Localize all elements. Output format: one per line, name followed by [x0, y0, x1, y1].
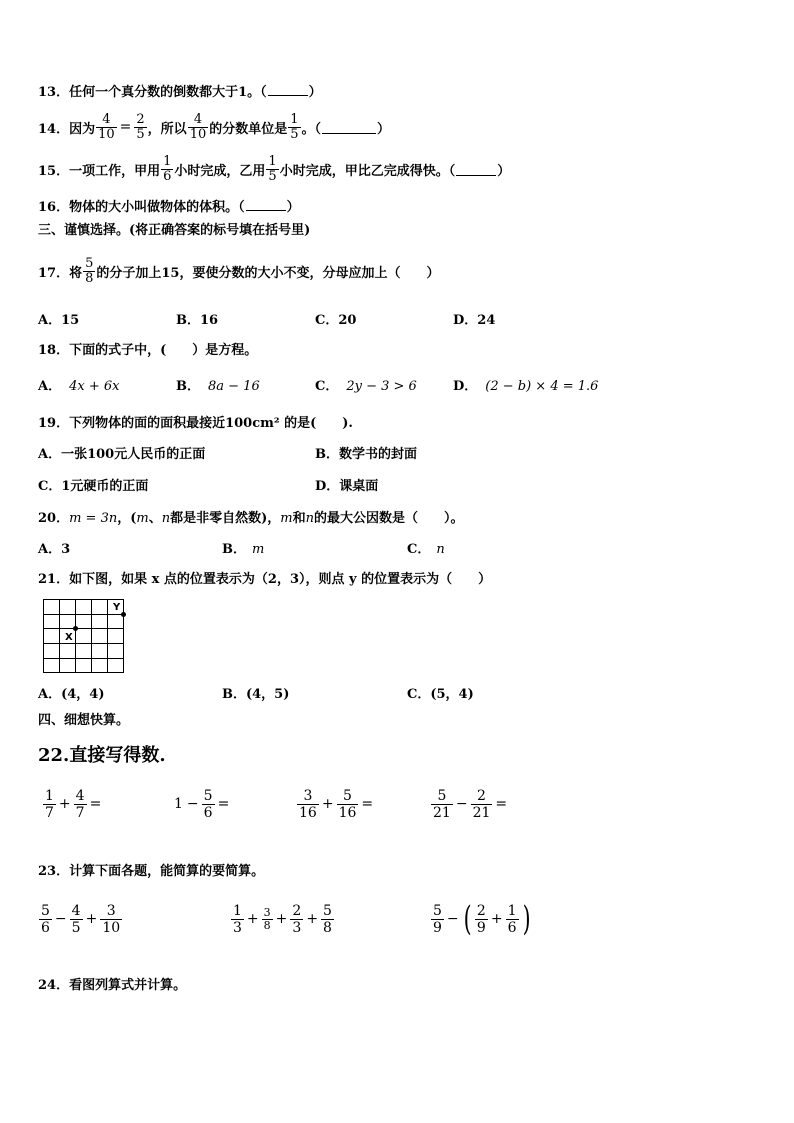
- variable: m: [136, 511, 149, 526]
- denominator: 3: [292, 919, 302, 936]
- plus-sign: +: [490, 911, 503, 927]
- variable: n: [161, 511, 171, 526]
- question-text: 任何一个真分数的倒数都大于1。（: [69, 85, 267, 100]
- numerator: 5: [437, 787, 447, 804]
- fraction: [431, 788, 453, 821]
- question-20: [38, 511, 464, 527]
- fraction: [74, 788, 87, 821]
- numerator: 1: [290, 111, 299, 127]
- expression-23-1: [38, 899, 123, 939]
- denominator: 5: [136, 126, 145, 142]
- fraction: [506, 903, 519, 936]
- question-text: 都是非零自然数)，: [170, 511, 281, 526]
- question-text: 因为: [69, 121, 96, 137]
- numerator: 2: [136, 111, 145, 127]
- denominator: 21: [433, 804, 451, 821]
- option-c[interactable]: C．20: [315, 313, 357, 328]
- denominator: 9: [433, 919, 442, 936]
- minus-sign: −: [446, 911, 459, 927]
- question-number: 21．: [38, 572, 70, 587]
- question-text: 一项工作，甲用: [69, 163, 161, 179]
- numerator: 4: [71, 902, 81, 919]
- minus-sign: −: [186, 796, 199, 812]
- numerator: 1: [163, 153, 172, 169]
- question-text: 的分子加上15，要使分数的大小不变，分母应加上（ ）: [96, 265, 440, 281]
- minus-sign: −: [54, 911, 67, 927]
- question-text: 的最大公因数是（ ）。: [313, 511, 464, 526]
- question-text: 看图列算式并计算。: [69, 978, 187, 993]
- question-text: ，所以: [147, 121, 187, 137]
- fraction: [96, 113, 117, 142]
- denominator: 5: [290, 126, 299, 142]
- denominator: 6: [41, 919, 50, 936]
- question-text: 小时完成，甲比乙完成得快。（: [279, 163, 456, 179]
- point-y: [121, 612, 126, 617]
- numerator: 1: [45, 787, 54, 804]
- fraction: [288, 113, 300, 142]
- numerator: 4: [75, 787, 85, 804]
- close-paren: ）: [497, 163, 511, 179]
- plus-sign: +: [275, 911, 288, 927]
- option-b[interactable]: B．数学书的封面: [315, 447, 417, 462]
- question-text: 的分数单位是: [209, 121, 288, 137]
- option-variable: m: [252, 542, 265, 557]
- question-number: 17．: [38, 265, 70, 281]
- numerator: 4: [193, 111, 203, 127]
- question-number: 19．: [38, 416, 70, 431]
- question-number: 13．: [38, 85, 70, 100]
- variable: m: [280, 511, 293, 526]
- option-label: C．: [407, 542, 431, 557]
- option-a[interactable]: A．3: [38, 542, 71, 557]
- expression-22-3: [296, 786, 375, 822]
- fraction: [297, 788, 319, 821]
- option-d[interactable]: D．课桌面: [315, 479, 379, 494]
- fraction: [262, 907, 273, 932]
- option-c[interactable]: C．(5，4): [407, 687, 474, 702]
- point-x: [73, 626, 78, 631]
- numerator: 5: [343, 787, 352, 804]
- numerator: 3: [303, 787, 313, 804]
- option-b[interactable]: [222, 542, 264, 558]
- option-a[interactable]: A．(4，4): [38, 687, 105, 702]
- option-label: A．: [38, 379, 62, 394]
- option-c[interactable]: [315, 379, 417, 395]
- plus-sign: +: [85, 911, 98, 927]
- denominator: 6: [507, 919, 517, 936]
- expression-22-4: [430, 786, 509, 822]
- denominator: 8: [85, 270, 94, 286]
- fraction: [231, 903, 244, 936]
- question-text: 物体的大小叫做物体的体积。（: [69, 200, 245, 215]
- denominator: 16: [338, 804, 357, 821]
- point-x-label: X: [65, 632, 73, 643]
- denominator: 6: [203, 804, 213, 821]
- denominator: 7: [75, 804, 85, 821]
- option-c[interactable]: [407, 542, 445, 558]
- answer-blank[interactable]: [246, 198, 286, 211]
- option-d[interactable]: [453, 379, 598, 395]
- question-23: [38, 864, 264, 880]
- question-21: [38, 572, 491, 588]
- question-14: [38, 110, 390, 144]
- option-variable: n: [436, 542, 445, 557]
- fraction: [471, 788, 493, 821]
- section-heading-3: 三、谨慎选择。(将正确答案的标号填在括号里): [38, 223, 311, 238]
- question-13: [38, 83, 322, 101]
- fraction: [321, 903, 334, 936]
- equals-sign: =: [217, 796, 230, 812]
- numerator: 5: [85, 255, 94, 271]
- question-text: 计算下面各题，能简算的要简算。: [69, 864, 265, 879]
- fraction: [337, 788, 359, 821]
- answer-blank[interactable]: [322, 121, 376, 134]
- option-label: B．: [222, 542, 246, 557]
- question-22: [38, 741, 166, 767]
- numerator: 2: [477, 787, 486, 804]
- plus-sign: +: [246, 911, 259, 927]
- expression-23-3: [430, 897, 533, 941]
- denominator: 9: [476, 919, 486, 936]
- answer-blank[interactable]: [268, 83, 308, 96]
- numerator: 1: [233, 902, 242, 919]
- question-text: 小时完成，乙用: [174, 163, 266, 179]
- minus-sign: −: [455, 796, 468, 812]
- numerator: 5: [41, 902, 50, 919]
- question-15: [38, 152, 510, 186]
- denominator: 7: [45, 804, 54, 821]
- denominator: 21: [472, 804, 491, 821]
- question-18: [38, 343, 257, 359]
- expression-22-2: [172, 786, 231, 822]
- question-number: 18．: [38, 343, 70, 358]
- option-expression: 8a − 16: [208, 379, 260, 394]
- expression-23-2: [230, 899, 335, 939]
- denominator: 8: [263, 918, 271, 932]
- denominator: 5: [71, 919, 81, 936]
- question-text: 、: [148, 511, 162, 526]
- fraction: [161, 155, 173, 184]
- expression-22-1: [42, 786, 103, 822]
- question-text: 下面的式子中，( ）是方程。: [69, 343, 258, 358]
- whole-number: 1: [174, 796, 183, 812]
- question-text: 和: [292, 511, 306, 526]
- equals-sign: =: [89, 796, 102, 812]
- option-a[interactable]: [38, 379, 119, 395]
- fraction: [202, 788, 215, 821]
- denominator: 10: [102, 919, 121, 936]
- question-number: 20．: [38, 511, 70, 526]
- close-paren: ）: [286, 200, 300, 215]
- option-label: D．: [453, 379, 478, 394]
- numerator: 3: [106, 902, 116, 919]
- question-text: 下列物体的面的面积最接近100cm² 的是( ).: [69, 416, 353, 431]
- question-24: [38, 978, 186, 994]
- question-text: 将: [69, 265, 83, 281]
- option-label: C．: [315, 379, 339, 394]
- denominator: 8: [323, 919, 332, 936]
- fraction: [134, 113, 146, 142]
- fraction: [266, 155, 278, 184]
- numerator: 3: [263, 905, 271, 919]
- question-19: [38, 416, 353, 432]
- option-expression: (2 − b) × 4 = 1.6: [485, 379, 599, 394]
- question-text: 如下图，如果 x 点的位置表示为（2，3），则点 y 的位置表示为（ ）: [69, 572, 492, 587]
- fraction: [475, 903, 488, 936]
- fraction: [100, 903, 122, 936]
- option-label: B．: [176, 379, 200, 394]
- question-number: 16．: [38, 200, 70, 215]
- equals-sign: =: [495, 796, 508, 812]
- question-text: 。（: [301, 121, 322, 137]
- left-paren: (: [463, 899, 472, 939]
- right-paren: ): [522, 899, 531, 939]
- coordinate-grid: [42, 598, 130, 676]
- plus-sign: +: [58, 796, 71, 812]
- option-b[interactable]: B．(4，5): [222, 687, 290, 702]
- equals-sign: =: [361, 796, 374, 812]
- question-number: 22.: [38, 745, 70, 766]
- numerator: 5: [323, 902, 332, 919]
- question-number: 23．: [38, 864, 70, 879]
- denominator: 10: [98, 126, 115, 142]
- numerator: 2: [476, 902, 486, 919]
- question-16: [38, 198, 300, 216]
- option-c[interactable]: C．1元硬币的正面: [38, 479, 149, 494]
- option-expression: 4x + 6x: [69, 379, 120, 394]
- option-b[interactable]: [176, 379, 260, 395]
- numerator: 5: [203, 787, 213, 804]
- numerator: 1: [268, 153, 277, 169]
- section-heading-4: 四、细想快算。: [38, 713, 130, 728]
- question-number: 15．: [38, 163, 70, 179]
- denominator: 16: [299, 804, 317, 821]
- question-text: 直接写得数.: [69, 745, 166, 766]
- option-a[interactable]: A．15: [38, 313, 80, 328]
- point-y-label: Y: [113, 602, 121, 613]
- question-text: ，(: [117, 511, 137, 526]
- plus-sign: +: [321, 796, 334, 812]
- numerator: 4: [102, 111, 111, 127]
- fraction: [290, 903, 303, 936]
- equation: m = 3n: [69, 511, 118, 526]
- numerator: 2: [292, 902, 302, 919]
- fraction: [70, 903, 83, 936]
- fraction: [431, 903, 444, 936]
- question-17: [38, 254, 439, 288]
- equals-sign: =: [119, 119, 132, 135]
- close-paren: ）: [377, 121, 391, 137]
- question-number: 24．: [38, 978, 70, 993]
- fraction: [188, 113, 209, 142]
- numerator: 1: [507, 902, 517, 919]
- denominator: 10: [189, 126, 207, 142]
- close-paren: ）: [308, 85, 322, 100]
- question-number: 14．: [38, 121, 70, 137]
- fraction: [43, 788, 56, 821]
- option-d[interactable]: D．24: [453, 313, 496, 328]
- answer-blank[interactable]: [456, 163, 496, 176]
- numerator: 5: [433, 902, 442, 919]
- denominator: 5: [268, 168, 277, 184]
- fraction: [39, 903, 52, 936]
- plus-sign: +: [306, 911, 319, 927]
- option-a[interactable]: A．一张100元人民币的正面: [38, 447, 206, 462]
- fraction: [83, 257, 95, 286]
- denominator: 6: [163, 168, 172, 184]
- option-b[interactable]: B．16: [176, 313, 219, 328]
- variable: n: [305, 511, 314, 526]
- denominator: 3: [233, 919, 242, 936]
- option-expression: 2y − 3 > 6: [346, 379, 417, 394]
